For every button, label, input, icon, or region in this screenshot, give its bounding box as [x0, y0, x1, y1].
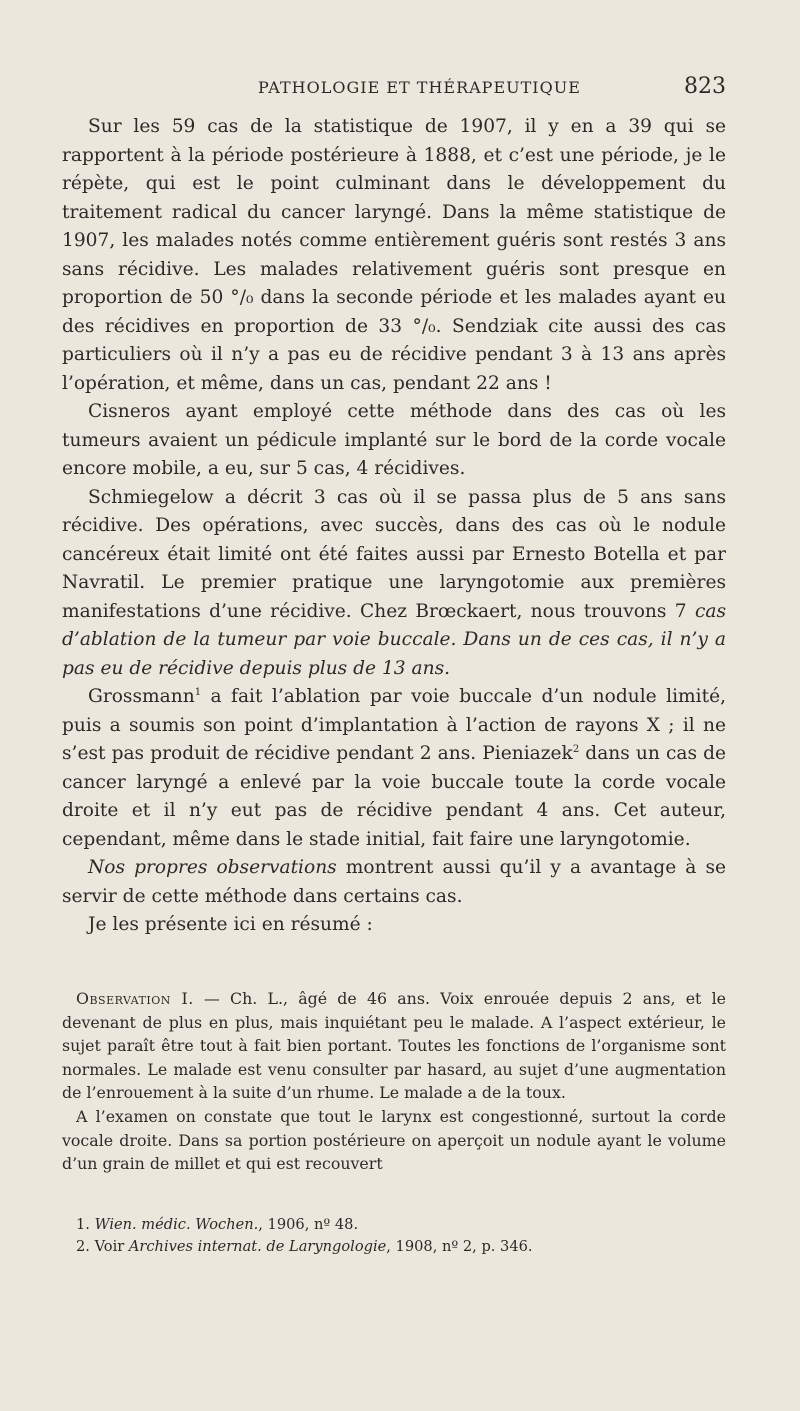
- observation-paragraph: A l’examen on constate que tout le larynx est congestionné, surtout la corde vocale droite. Dans sa portion postérieure on aperçoit un nodule ayant le volume d’un grain de millet et qui est recouvert: [62, 1106, 726, 1174]
- paragraph: Nos propres observations montrent aussi qu’il y a avantage à se servir de cette méthode dans certains cas.: [62, 857, 726, 907]
- footnote-ref: 2: [572, 743, 580, 755]
- running-head: [258, 74, 726, 104]
- paragraph: Cisneros ayant employé cette méthode dans des cas où les tumeurs avaient un pédicule implanté sur le bord de la corde vocale encore mobile, a eu, sur 5 cas, 4 récidives.: [62, 401, 726, 479]
- footnotes: [62, 1214, 726, 1258]
- footnote-ref: 1: [194, 686, 202, 698]
- paragraph: Grossmann$^1$ a fait l’ablation par voie buccale d’un nodule limité, puis a soumis son point d’implantation à l’action de rayons X ; il ne s’est pas produit de récidive pendant 2 ans. Pieniazek$^2$ dans un cas de cancer laryngé a enlevé par la voie buccale toute la corde vocale droite et il n’y eut pas de récidive pendant 4 ans. Cet auteur, cependant, même dans le stade initial, fait faire une laryngotomie.: [62, 686, 726, 850]
- page-number: 823: [684, 74, 726, 99]
- paragraph: Je les présente ici en résumé :: [88, 914, 373, 935]
- observation-label: Observation I.: [76, 989, 194, 1008]
- italic-phrase: Nos propres observations: [88, 857, 337, 878]
- footnote: 2. Voir Archives internat. de Laryngologie, 1908, nº 2, p. 346.: [76, 1238, 533, 1255]
- running-title: PATHOLOGIE ET THÉRAPEUTIQUE: [258, 78, 581, 97]
- main-text: [62, 113, 726, 940]
- observation-block: [62, 987, 726, 1176]
- paragraph: Schmiegelow a décrit 3 cas où il se passa plus de 5 ans sans récidive. Des opérations, avec succès, dans des cas où le nodule cancéreux était limité ont été faites aussi par Ernesto Botella et par Navratil. Le premier pratique une laryngotomie aux premières manifestations d’une récidive. Chez Brœckaert, nous trouvons 7 cas d’ablation de la tumeur par voie buccale. Dans un de ces cas, il n’y a pas eu de récidive depuis plus de 13 ans.: [62, 486, 726, 679]
- paragraph: Sur les 59 cas de la statistique de 1907, il y en a 39 qui se rapportent à la période postérieure à 1888, et c’est une période, je le répète, qui est le point culminant dans le développement du traitement radical du cancer laryngé. Dans la même statistique de 1907, les malades notés comme entièrement guéris sont restés 3 ans sans récidive. Les malades relativement guéris sont presque en proportion de 50 °/₀ dans la seconde période et les malades ayant eu des récidives en proportion de 33 °/₀. Sendziak cite aussi des cas particuliers où il n’y a pas eu de récidive pendant 3 à 13 ans après l’opération, et même, dans un cas, pendant 22 ans !: [62, 116, 726, 394]
- italic-passage: cas d’ablation de la tumeur par voie buccale. Dans un de ces cas, il n’y a pas eu de récidive depuis plus de 13 ans.: [62, 600, 726, 679]
- footnote: 1. Wien. médic. Wochen., 1906, nº 48.: [76, 1216, 359, 1233]
- observation-paragraph: Observation I. — Ch. L., âgé de 46 ans. Voix enrouée depuis 2 ans, et le devenant de plus en plus, mais inquiétant peu le malade. A l’aspect extérieur, le sujet paraît être tout à fait bien portant. Toutes les fonctions de l’organisme sont normales. Le malade est venu consulter par hasard, au sujet d’une augmentation de l’enrouement à la suite d’un rhume. Le malade a de la toux.: [62, 989, 726, 1103]
